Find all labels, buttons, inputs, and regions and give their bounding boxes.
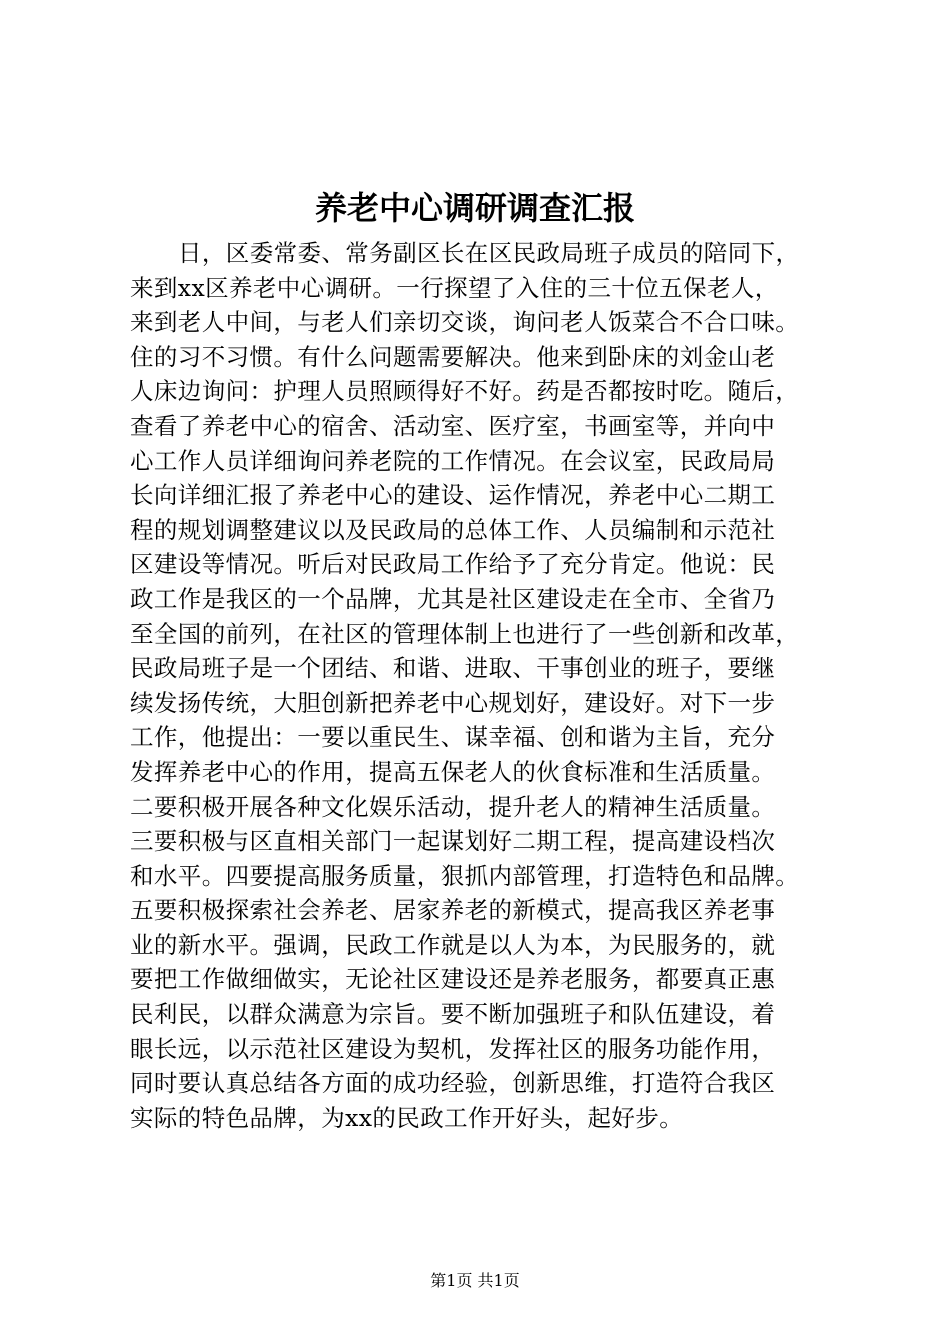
text-line: 来到老人中间，与老人们亲切交谈，询问老人饭菜合不合口味。	[130, 308, 800, 337]
text-line: 日，区委常委、常务副区长在区民政局班子成员的陪同下，	[178, 239, 800, 267]
text-line: 政工作是我区的一个品牌，尤其是社区建设走在全市、全省乃	[130, 584, 776, 613]
text-line: 民利民，以群众满意为宗旨。要不断加强班子和队伍建设，着	[130, 1000, 776, 1029]
text-line: 眼长远，以示范社区建设为契机，发挥社区的服务功能作用，	[130, 1034, 776, 1063]
text-line: 心工作人员详细询问养老院的工作情况。在会议室，民政局局	[130, 446, 776, 475]
page-footer: 第1页 共1页	[430, 1271, 520, 1290]
text-line: 来到xx区养老中心调研。一行探望了入住的三十位五保老人，	[130, 273, 779, 302]
text-line: 民政局班子是一个团结、和谐、进取、干事创业的班子，要继	[130, 654, 776, 683]
text-line: 至全国的前列，在社区的管理体制上也进行了一些创新和改革，	[130, 619, 800, 648]
text-line: 三要积极与区直相关部门一起谋划好二期工程，提高建设档次	[130, 827, 776, 856]
text-line: 和水平。四要提高服务质量，狠抓内部管理，打造特色和品牌。	[130, 861, 800, 890]
text-line: 长向详细汇报了养老中心的建设、运作情况，养老中心二期工	[130, 481, 776, 510]
text-line: 住的习不习惯。有什么问题需要解决。他来到卧床的刘金山老	[130, 342, 776, 371]
text-line: 要把工作做细做实，无论社区建设还是养老服务，都要真正惠	[130, 965, 776, 994]
text-line: 人床边询问：护理人员照顾得好不好。药是否都按时吃。随后，	[130, 377, 800, 406]
text-line: 程的规划调整建议以及民政局的总体工作、人员编制和示范社	[130, 515, 776, 544]
text-line: 业的新水平。强调，民政工作就是以人为本，为民服务的，就	[130, 930, 776, 959]
text-line: 续发扬传统，大胆创新把养老中心规划好，建设好。对下一步	[130, 688, 776, 717]
text-line: 同时要认真总结各方面的成功经验，创新思维，打造符合我区	[130, 1069, 776, 1098]
text-line: 工作，他提出：一要以重民生、谋幸福、创和谐为主旨，充分	[130, 723, 776, 752]
body-paragraph	[130, 236, 830, 1135]
document-title: 养老中心调研调查汇报	[314, 189, 635, 227]
text-line: 二要积极开展各种文化娱乐活动，提升老人的精神生活质量。	[130, 792, 776, 821]
text-line: 实际的特色品牌，为xx的民政工作开好头，起好步。	[130, 1103, 684, 1132]
text-line: 五要积极探索社会养老、居家养老的新模式，提高我区养老事	[130, 896, 776, 925]
text-line: 区建设等情况。听后对民政局工作给予了充分肯定。他说：民	[130, 550, 776, 579]
text-line: 查看了养老中心的宿舍、活动室、医疗室，书画室等，并向中	[130, 411, 776, 440]
text-line: 发挥养老中心的作用，提高五保老人的伙食标准和生活质量。	[130, 757, 776, 786]
